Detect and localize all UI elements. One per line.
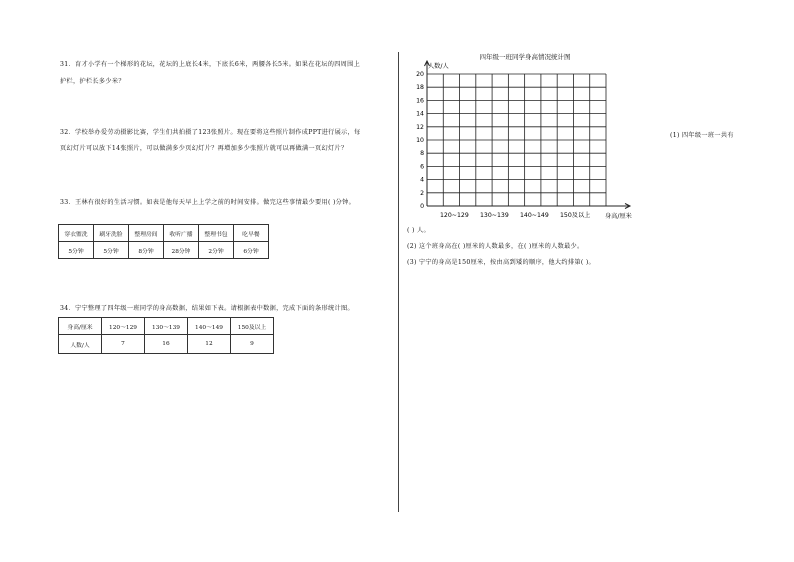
chart-grid [425, 61, 631, 209]
x-tick-label: 150及以上 [560, 212, 591, 219]
table-cell: 5分钟 [94, 242, 129, 259]
column-divider [398, 52, 399, 512]
table-cell: 5分钟 [59, 242, 94, 259]
table-row [59, 318, 274, 335]
table-cell: 整理房间 [129, 225, 164, 242]
right-q1-part2: ( ) 人。 [407, 227, 430, 234]
y-tick-label: 18 [416, 84, 424, 92]
table-cell: 28分钟 [164, 242, 199, 259]
table-cell: 吃早餐 [234, 225, 269, 242]
table-cell: 身高/厘米 [59, 318, 102, 335]
x-tick-label: 130~139 [480, 212, 509, 219]
right-q2: (2) 这个班身高在( )厘米的人数最多，在( )厘米的人数最少。 [407, 243, 584, 250]
x-tick-label: 120~129 [440, 212, 469, 219]
table-cell: 7 [102, 335, 145, 354]
y-tick-label: 16 [416, 97, 424, 105]
table-cell: 130～139 [145, 318, 188, 335]
y-tick-labels [416, 71, 424, 210]
table-row [59, 225, 269, 242]
table-cell: 刷牙洗脸 [94, 225, 129, 242]
table-cell: 16 [145, 335, 188, 354]
table-row [59, 335, 274, 354]
q32-line1: 32．学校举办爱劳动摄影比赛，学生们共拍摄了123张照片。现在要将这些照片制作成PPT进行展示，每 [60, 129, 361, 136]
y-tick-label: 2 [420, 189, 424, 197]
q32-line2: 页幻灯片可以放下14张照片，可以做满多少页幻灯片？再增加多少张照片就可以再做满一页幻灯片？ [60, 145, 348, 152]
right-q1-part1: (1) 四年级一班一共有 [670, 132, 734, 139]
table-cell: 6分钟 [234, 242, 269, 259]
table-row [59, 242, 269, 259]
table-cell: 8分钟 [129, 242, 164, 259]
x-tick-labels [440, 211, 590, 219]
y-tick-label: 8 [420, 150, 424, 158]
table-cell: 人数/人 [59, 335, 102, 354]
q34-line1: 34．宁宁整理了四年级一班同学的身高数据，结果如下表。请根据表中数据，完成下面的条形统计图。 [60, 305, 354, 312]
table-cell: 收听广播 [164, 225, 199, 242]
table-cell: 120～129 [102, 318, 145, 335]
chart-title: 四年级一班同学身高情况统计图 [479, 53, 571, 61]
right-q3: (3) 宁宁的身高是150厘米，按由高到矮的顺序，他大约排第( )。 [407, 259, 596, 266]
y-tick-label: 6 [420, 163, 424, 171]
x-tick-label: 140~149 [520, 212, 549, 219]
y-tick-label: 4 [420, 176, 424, 184]
table-cell: 150及以上 [231, 318, 274, 335]
table-cell: 140～149 [188, 318, 231, 335]
x-axis-label: 身高/厘米 [605, 213, 632, 220]
schedule-table [58, 224, 269, 259]
y-tick-label: 12 [416, 123, 424, 131]
y-tick-label: 14 [416, 110, 424, 118]
table-cell: 整理书包 [199, 225, 234, 242]
table-cell: 9 [231, 335, 274, 354]
y-axis-label: 人数/人 [428, 63, 449, 70]
height-table [58, 317, 274, 354]
q31-line2: 护栏，护栏长多少米？ [60, 78, 125, 85]
table-cell: 2分钟 [199, 242, 234, 259]
q33-line1: 33．王林有很好的生活习惯。如表是他每天早上上学之前的时间安排。做完这些事情最少要用( )分钟。 [60, 199, 356, 206]
y-tick-label: 0 [420, 203, 424, 210]
y-tick-label: 20 [416, 71, 424, 78]
table-cell: 12 [188, 335, 231, 354]
q31-line1: 31．育才小学有一个梯形的花坛，花坛的上底长4米，下底长6米，两腰各长5米。如果在花坛的四周围上 [60, 61, 361, 68]
table-cell: 穿衣盥洗 [59, 225, 94, 242]
y-tick-label: 10 [416, 137, 424, 144]
bar-chart-grid [400, 60, 650, 225]
